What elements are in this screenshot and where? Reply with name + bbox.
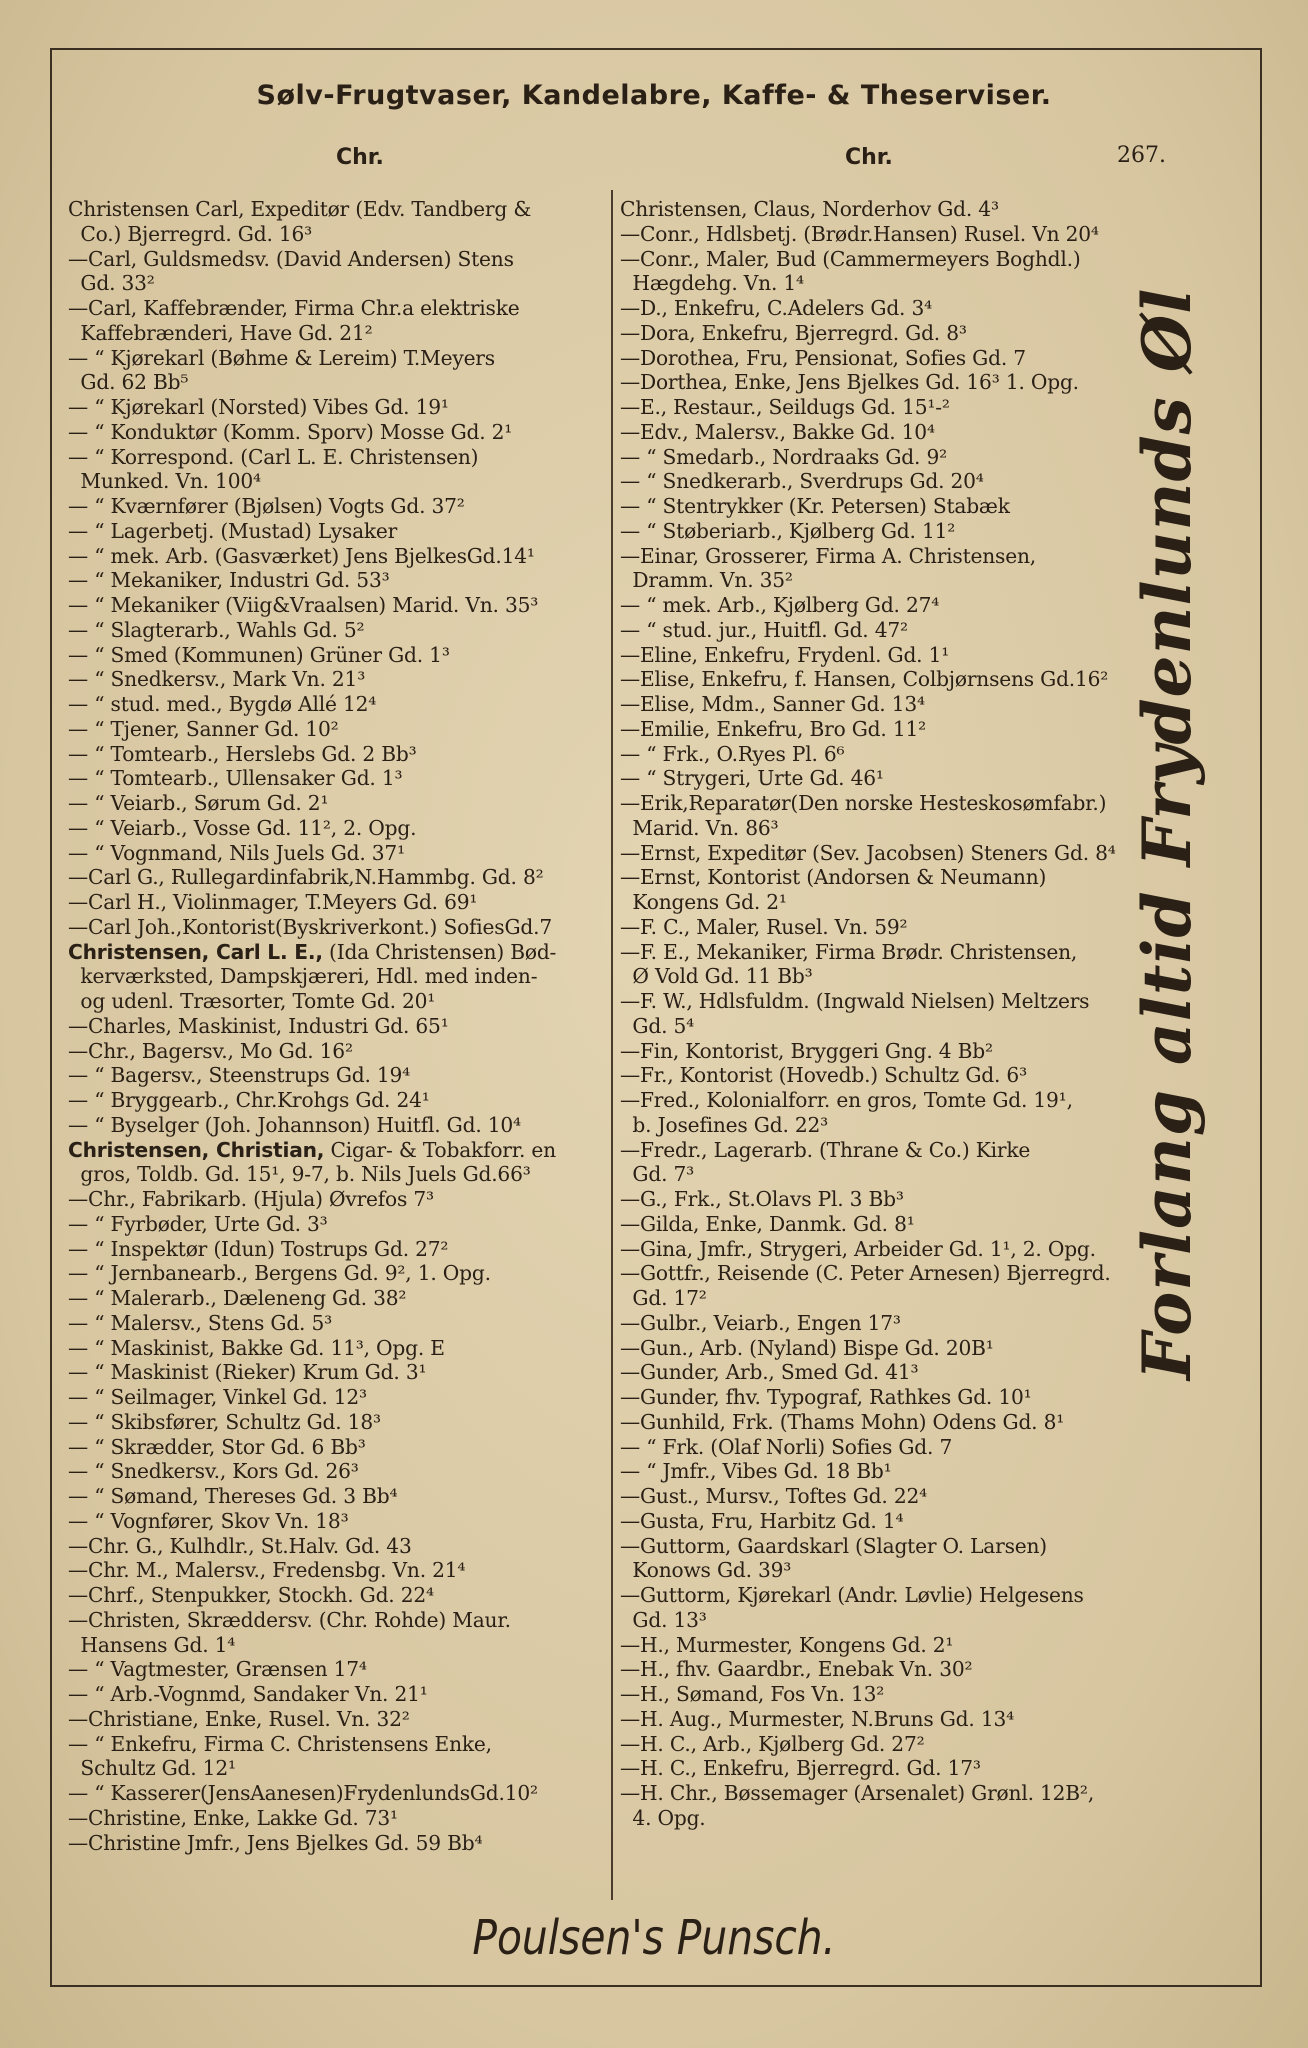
directory-entry-line: — “ Mekaniker, Industri Gd. 53³ bbox=[68, 568, 390, 593]
directory-entry-line: — “ Tomtearb., Ullensaker Gd. 1³ bbox=[68, 766, 403, 791]
directory-entry-line: Gd. 17² bbox=[620, 1286, 707, 1310]
directory-entry-line: —Gunder, Arb., Smed Gd. 41³ bbox=[620, 1360, 919, 1385]
directory-entry-line: Co.) Bjerregrd. Gd. 16³ bbox=[68, 221, 313, 246]
directory-entry-line: — “ mek. Arb., Kjølberg Gd. 27⁴ bbox=[620, 593, 940, 617]
directory-entry-line: — “ Veiarb., Vosse Gd. 11², 2. Opg. bbox=[68, 815, 417, 840]
directory-entry-line: —Conr., Hdlsbetj. (Brødr.Hansen) Rusel. Vn 20⁴ bbox=[620, 221, 1099, 246]
directory-entry-line: —D., Enkefru, C.Adelers Gd. 3⁴ bbox=[620, 296, 933, 320]
directory-entry-line: —Gulbr., Veiarb., Engen 17³ bbox=[620, 1310, 901, 1335]
directory-entry-line: — “ Jernbanearb., Bergens Gd. 9², 1. Opg. bbox=[68, 1261, 491, 1286]
right-column-heading: Chr. bbox=[845, 145, 893, 170]
right-column bbox=[620, 197, 1168, 1831]
directory-entry-line: — “ Kværnfører (Bjølsen) Vogts Gd. 37² bbox=[68, 494, 465, 518]
directory-entry-line: — “ Seilmager, Vinkel Gd. 12³ bbox=[68, 1385, 367, 1409]
directory-entry-line: — “ Vognfører, Skov Vn. 18³ bbox=[68, 1508, 349, 1533]
directory-entry-line: — “ Arb.-Vognmd, Sandaker Vn. 21¹ bbox=[68, 1682, 428, 1706]
directory-entry-line: Schultz Gd. 12¹ bbox=[68, 1756, 236, 1781]
directory-entry-line: — “ Maskinist, Bakke Gd. 11³, Opg. E bbox=[68, 1335, 445, 1360]
directory-entry-line: — “ Kasserer(JensAanesen)FrydenlundsGd.10² bbox=[68, 1781, 538, 1805]
directory-entry-line: — “ Frk., O.Ryes Pl. 6⁶ bbox=[620, 741, 845, 766]
directory-entry-line: —Dora, Enkefru, Bjerregrd. Gd. 8³ bbox=[620, 320, 967, 345]
directory-entry-line: gros, Toldb. Gd. 15¹, 9-7, b. Nils Juels Gd.66³ bbox=[68, 1162, 531, 1187]
directory-entry-line: Gd. 7³ bbox=[620, 1162, 695, 1187]
directory-entry-line: —H. Chr., Bøssemager (Arsenalet) Grønl. 12B², bbox=[620, 1781, 1095, 1805]
directory-entry-line: —Carl G., Rullegardinfabrik,N.Hammbg. Gd. 8² bbox=[68, 865, 544, 890]
directory-entry-line: —Christine, Enke, Lakke Gd. 73¹ bbox=[68, 1805, 398, 1830]
directory-entry-line: —Elise, Mdm., Sanner Gd. 13⁴ bbox=[620, 692, 925, 716]
directory-entry-line: — “ Bagersv., Steenstrups Gd. 19⁴ bbox=[68, 1063, 411, 1088]
directory-entry-line: —Dorothea, Fru, Pensionat, Sofies Gd. 7 bbox=[620, 345, 1026, 370]
directory-entry-line: — “ Strygeri, Urte Gd. 46¹ bbox=[620, 766, 884, 791]
directory-entry-line: —Gilda, Enke, Danmk. Gd. 8¹ bbox=[620, 1211, 915, 1236]
directory-entry-line: —Eline, Enkefru, Frydenl. Gd. 1¹ bbox=[620, 642, 950, 667]
directory-entry-line: —E., Restaur., Seildugs Gd. 15¹-² bbox=[620, 395, 950, 419]
directory-entry-line: — “ Sømand, Thereses Gd. 3 Bb⁴ bbox=[68, 1484, 398, 1508]
directory-entry-line: — “ Snedkersv., Kors Gd. 26³ bbox=[68, 1459, 359, 1484]
directory-entry-line: — “ Inspektør (Idun) Tostrups Gd. 27² bbox=[68, 1236, 449, 1261]
directory-entry-line: Konows Gd. 39³ bbox=[620, 1558, 792, 1583]
directory-entry-line: —Christine Jmfr., Jens Bjelkes Gd. 59 Bb⁴ bbox=[68, 1830, 483, 1855]
directory-entry-line: 4. Opg. bbox=[620, 1805, 706, 1830]
side-advertisement: Forlang altid Frydenlunds Øl bbox=[1128, 287, 1206, 1380]
directory-entry-line: —F. C., Maler, Rusel. Vn. 59² bbox=[620, 914, 908, 939]
directory-entry-line: —Conr., Maler, Bud (Cammermeyers Boghdl.) bbox=[620, 246, 1081, 271]
directory-entry-line: — “ Jmfr., Vibes Gd. 18 Bb¹ bbox=[620, 1459, 892, 1484]
directory-entry-line: —Guttorm, Kjørekarl (Andr. Løvlie) Helgesens bbox=[620, 1583, 1084, 1607]
directory-entry-line: kerværksted, Dampskjæreri, Hdl. med inden- bbox=[68, 964, 538, 989]
directory-entry-line: Dramm. Vn. 35² bbox=[620, 568, 793, 593]
directory-entry-line: —Carl H., Violinmager, T.Meyers Gd. 69¹ bbox=[68, 890, 478, 914]
directory-entry-line: Christensen, Christian, Cigar- & Tobakforr. en bbox=[68, 1137, 556, 1162]
directory-entry-line: —Christiane, Enke, Rusel. Vn. 32² bbox=[68, 1706, 410, 1731]
directory-entry-line: —H. C., Arb., Kjølberg Gd. 27² bbox=[620, 1731, 925, 1756]
directory-entry-line: — “ Maskinist (Rieker) Krum Gd. 3¹ bbox=[68, 1360, 427, 1385]
directory-entry-line: —Ernst, Expeditør (Sev. Jacobsen) Steners Gd. 8⁴ bbox=[620, 840, 1116, 865]
directory-entry-line: — “ Smedarb., Nordraaks Gd. 9² bbox=[620, 444, 947, 469]
directory-entry-line: — “ stud. jur., Huitfl. Gd. 47² bbox=[620, 617, 908, 642]
directory-entry-line: —Gunhild, Frk. (Thams Mohn) Odens Gd. 8¹ bbox=[620, 1409, 1065, 1434]
directory-entry-line: og udenl. Træsorter, Tomte Gd. 20¹ bbox=[68, 989, 436, 1013]
directory-entry-line: — “ Slagterarb., Wahls Gd. 5² bbox=[68, 617, 365, 642]
directory-entry-line: —F. W., Hdlsfuldm. (Ingwald Nielsen) Meltzers bbox=[620, 989, 1090, 1013]
directory-entry-line: — “ Bryggearb., Chr.Krohgs Gd. 24¹ bbox=[68, 1088, 430, 1112]
directory-entry-line: Christensen, Carl L. E., (Ida Christensen) Bød- bbox=[68, 939, 557, 964]
directory-entry-line: Munked. Vn. 100⁴ bbox=[68, 469, 261, 494]
left-column-heading: Chr. bbox=[336, 145, 384, 170]
directory-entry-line: —Christen, Skræddersv. (Chr. Rohde) Maur. bbox=[68, 1607, 511, 1632]
directory-entry-line: — “ Kjørekarl (Norsted) Vibes Gd. 19¹ bbox=[68, 395, 449, 419]
left-column bbox=[68, 197, 616, 1855]
directory-entry-line: —Elise, Enkefru, f. Hansen, Colbjørnsens Gd.16² bbox=[620, 667, 1109, 692]
directory-entry-line: —Guttorm, Gaardskarl (Slagter O. Larsen) bbox=[620, 1533, 1047, 1558]
directory-entry-line: —Gusta, Fru, Harbitz Gd. 1⁴ bbox=[620, 1508, 904, 1533]
directory-entry-line: Gd. 13³ bbox=[620, 1607, 707, 1632]
directory-entry-line: — “ Vagtmester, Grænsen 17⁴ bbox=[68, 1657, 367, 1682]
directory-entry-line: —Chr. M., Malersv., Fredensbg. Vn. 21⁴ bbox=[68, 1558, 466, 1583]
header-advertisement: Sølv-Frugtvaser, Kandelabre, Kaffe- & Theserviser. bbox=[256, 80, 1052, 111]
footer-advertisement: Poulsen's Punsch. bbox=[472, 1910, 836, 1966]
directory-entry-line: — “ Smed (Kommunen) Grüner Gd. 1³ bbox=[68, 642, 450, 667]
directory-entry-line: — “ Fyrbøder, Urte Gd. 3³ bbox=[68, 1211, 328, 1236]
directory-entry-line: —Gun., Arb. (Nyland) Bispe Gd. 20B¹ bbox=[620, 1335, 994, 1360]
directory-entry-line: — “ Korrespond. (Carl L. E. Christensen) bbox=[68, 444, 479, 469]
directory-entry-line: Christensen Carl, Expeditør (Edv. Tandberg & bbox=[68, 197, 532, 221]
directory-entry-line: — “ Skrædder, Stor Gd. 6 Bb³ bbox=[68, 1434, 366, 1459]
directory-entry-line: —Gust., Mursv., Toftes Gd. 22⁴ bbox=[620, 1484, 928, 1508]
page-number: 267. bbox=[1117, 143, 1166, 168]
directory-entry-line: Kaffebrænderi, Have Gd. 21² bbox=[68, 320, 373, 345]
directory-entry-line: —Erik,Reparatør(Den norske Hesteskosømfabr.) bbox=[620, 791, 1107, 815]
directory-entry-line: —Carl Joh.,Kontorist(Byskriverkont.) SofiesGd.7 bbox=[68, 914, 552, 939]
directory-entry-line: —Chr., Bagersv., Mo Gd. 16² bbox=[68, 1038, 353, 1063]
directory-entry-line: — “ Vognmand, Nils Juels Gd. 37¹ bbox=[68, 840, 405, 865]
directory-entry-line: — “ Snedkersv., Mark Vn. 21³ bbox=[68, 667, 366, 692]
directory-entry-line: Gd. 5⁴ bbox=[620, 1013, 695, 1038]
directory-entry-line: —Gottfr., Reisende (C. Peter Arnesen) Bjerregrd. bbox=[620, 1261, 1111, 1286]
directory-entry-line: — “ Byselger (Joh. Johannson) Huitfl. Gd. 10⁴ bbox=[68, 1112, 521, 1137]
directory-entry-line: — “ Lagerbetj. (Mustad) Lysaker bbox=[68, 518, 398, 543]
directory-entry-line: Kongens Gd. 2¹ bbox=[620, 890, 787, 914]
directory-entry-line: —H. C., Enkefru, Bjerregrd. Gd. 17³ bbox=[620, 1756, 981, 1781]
directory-entry-line: — “ Malersv., Stens Gd. 5³ bbox=[68, 1310, 333, 1335]
directory-entry-line: — “ Snedkerarb., Sverdrups Gd. 20⁴ bbox=[620, 469, 984, 494]
directory-entry-line: —H., fhv. Gaardbr., Enebak Vn. 30² bbox=[620, 1657, 973, 1682]
directory-entry-line: —Fin, Kontorist, Bryggeri Gng. 4 Bb² bbox=[620, 1038, 993, 1063]
directory-entry-line: — “ Enkefru, Firma C. Christensens Enke, bbox=[68, 1731, 492, 1756]
directory-entry-line: —Emilie, Enkefru, Bro Gd. 11² bbox=[620, 716, 927, 741]
directory-entry-line: Ø Vold Gd. 11 Bb³ bbox=[620, 964, 813, 989]
directory-entry-line: — “ Mekaniker (Viig&Vraalsen) Marid. Vn. 35³ bbox=[68, 593, 539, 617]
directory-entry-line: Gd. 62 Bb⁵ bbox=[68, 370, 189, 395]
directory-entry-line: —G., Frk., St.Olavs Pl. 3 Bb³ bbox=[620, 1187, 904, 1211]
directory-entry-line: — “ Konduktør (Komm. Sporv) Mosse Gd. 2¹ bbox=[68, 419, 513, 444]
directory-entry-line: Christensen, Claus, Norderhov Gd. 4³ bbox=[620, 197, 999, 221]
directory-entry-line: — “ stud. med., Bygdø Allé 12⁴ bbox=[68, 692, 377, 716]
directory-entry-line: —H., Murmester, Kongens Gd. 2¹ bbox=[620, 1632, 954, 1657]
directory-entry-line: Gd. 33² bbox=[68, 271, 155, 296]
directory-entry-line: —Gina, Jmfr., Strygeri, Arbeider Gd. 1¹, 2. Opg. bbox=[620, 1236, 1096, 1261]
directory-entry-line: —Edv., Malersv., Bakke Gd. 10⁴ bbox=[620, 419, 935, 444]
directory-entry-line: —H., Sømand, Fos Vn. 13² bbox=[620, 1682, 885, 1706]
directory-entry-line: —H. Aug., Murmester, N.Bruns Gd. 13⁴ bbox=[620, 1706, 1014, 1731]
directory-entry-line: — “ Stentrykker (Kr. Petersen) Stabæk bbox=[620, 494, 1010, 518]
directory-entry-line: Marid. Vn. 86³ bbox=[620, 815, 779, 840]
directory-entry-line: —Fr., Kontorist (Hovedb.) Schultz Gd. 6³ bbox=[620, 1063, 1027, 1088]
directory-entry-line: — “ Kjørekarl (Bøhme & Lereim) T.Meyers bbox=[68, 345, 495, 370]
directory-entry-line: —Carl, Guldsmedsv. (David Andersen) Stens bbox=[68, 246, 514, 271]
directory-entry-line: — “ Malerarb., Dæleneng Gd. 38² bbox=[68, 1286, 407, 1310]
directory-entry-line: — “ Skibsfører, Schultz Gd. 18³ bbox=[68, 1409, 381, 1434]
directory-entry-line: — “ Frk. (Olaf Norli) Sofies Gd. 7 bbox=[620, 1434, 953, 1459]
directory-entry-line: — “ Tjener, Sanner Gd. 10² bbox=[68, 716, 339, 741]
directory-entry-line: Hægdehg. Vn. 1⁴ bbox=[620, 271, 804, 296]
directory-entry-line: —Chrf., Stenpukker, Stockh. Gd. 22⁴ bbox=[68, 1583, 434, 1607]
directory-entry-line: —Dorthea, Enke, Jens Bjelkes Gd. 16³ 1. Opg. bbox=[620, 370, 1079, 395]
directory-entry-line: Hansens Gd. 1⁴ bbox=[68, 1632, 236, 1657]
directory-entry-line: —Carl, Kaffebrænder, Firma Chr.a elektriske bbox=[68, 296, 520, 320]
directory-entry-line: —Gunder, fhv. Typograf, Rathkes Gd. 10¹ bbox=[620, 1385, 1032, 1409]
directory-entry-line: —Einar, Grosserer, Firma A. Christensen, bbox=[620, 543, 1036, 568]
directory-entry-line: —Charles, Maskinist, Industri Gd. 65¹ bbox=[68, 1013, 449, 1038]
directory-entry-line: —Ernst, Kontorist (Andorsen & Neumann) bbox=[620, 865, 1047, 890]
directory-entry-line: —Fredr., Lagerarb. (Thrane & Co.) Kirke bbox=[620, 1137, 1031, 1162]
directory-entry-line: — “ Veiarb., Sørum Gd. 2¹ bbox=[68, 791, 329, 815]
column-divider bbox=[611, 190, 613, 1900]
directory-entry-line: — “ Tomtearb., Herslebs Gd. 2 Bb³ bbox=[68, 741, 417, 766]
directory-entry-line: —F. E., Mekaniker, Firma Brødr. Christensen, bbox=[620, 939, 1078, 964]
directory-entry-line: —Fred., Kolonialforr. en gros, Tomte Gd. 19¹, bbox=[620, 1088, 1073, 1112]
directory-entry-line: — “ Støberiarb., Kjølberg Gd. 11² bbox=[620, 518, 956, 543]
directory-entry-line: b. Josefines Gd. 22³ bbox=[620, 1112, 829, 1137]
directory-entry-line: —Chr., Fabrikarb. (Hjula) Øvrefos 7³ bbox=[68, 1187, 434, 1211]
directory-entry-line: — “ mek. Arb. (Gasværket) Jens BjelkesGd.14¹ bbox=[68, 543, 535, 568]
directory-entry-line: —Chr. G., Kulhdlr., St.Halv. Gd. 43 bbox=[68, 1533, 412, 1558]
